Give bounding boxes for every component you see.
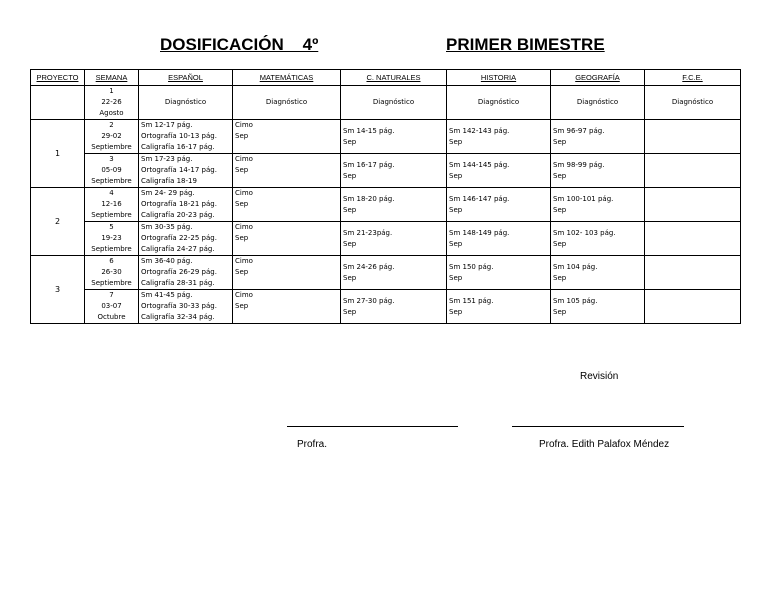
header-naturales: C. NATURALES: [341, 70, 447, 86]
signature-label-right: Profra. Edith Palafox Méndez: [539, 439, 670, 450]
naturales-cell: Sm 21-23pág. Sep: [341, 222, 447, 256]
revision-label: Revisión: [580, 371, 619, 382]
table-row: [31, 256, 741, 290]
matematicas-cell: Cimo Sep: [233, 222, 341, 256]
proyecto-cell: 2: [31, 188, 85, 256]
table-row: [31, 154, 741, 188]
dosificacion-table: [30, 69, 741, 324]
signature-label-left: Profra.: [297, 439, 328, 450]
proyecto-cell: 3: [31, 256, 85, 324]
header-espanol: ESPAÑOL: [139, 70, 233, 86]
naturales-cell: Sm 18-20 pág. Sep: [341, 188, 447, 222]
period-title: PRIMER BIMESTRE: [446, 35, 605, 54]
header-row: [31, 70, 741, 86]
header-fce: F.C.E.: [645, 70, 741, 86]
historia-cell: Sm 151 pág. Sep: [447, 290, 551, 324]
geografia-cell: Diagnóstico: [551, 86, 645, 120]
header-geografia: GEOGRAFÍA: [551, 70, 645, 86]
fce-cell: [645, 222, 741, 256]
naturales-cell: Sm 27-30 pág. Sep: [341, 290, 447, 324]
matematicas-cell: Cimo Sep: [233, 188, 341, 222]
geografia-cell: Sm 96-97 pág. Sep: [551, 120, 645, 154]
historia-cell: Sm 150 pág. Sep: [447, 256, 551, 290]
fce-cell: Diagnóstico: [645, 86, 741, 120]
table-row: [31, 86, 741, 120]
espanol-cell: Diagnóstico: [139, 86, 233, 120]
geografia-cell: Sm 102- 103 pág. Sep: [551, 222, 645, 256]
semana-cell: 3 05-09 Septiembre: [85, 154, 139, 188]
semana-cell: 1 22-26 Agosto: [85, 86, 139, 120]
header-historia: HISTORIA: [447, 70, 551, 86]
semana-cell: 4 12-16 Septiembre: [85, 188, 139, 222]
header-semana: SEMANA: [85, 70, 139, 86]
table-row: [31, 188, 741, 222]
espanol-cell: Sm 41-45 pág. Ortografía 30-33 pág. Caligrafía 32-34 pág.: [139, 290, 233, 324]
geografia-cell: Sm 100-101 pág. Sep: [551, 188, 645, 222]
historia-cell: Sm 146-147 pág. Sep: [447, 188, 551, 222]
espanol-cell: Sm 30-35 pág. Ortografía 22-25 pág. Caligrafía 24-27 pág.: [139, 222, 233, 256]
fce-cell: [645, 290, 741, 324]
naturales-cell: Sm 24-26 pág. Sep: [341, 256, 447, 290]
signature-line-left: [287, 426, 458, 427]
naturales-cell: Diagnóstico: [341, 86, 447, 120]
matematicas-cell: Cimo Sep: [233, 154, 341, 188]
geografia-cell: Sm 105 pág. Sep: [551, 290, 645, 324]
table-row: [31, 290, 741, 324]
geografia-cell: Sm 104 pág. Sep: [551, 256, 645, 290]
fce-cell: [645, 120, 741, 154]
geografia-cell: Sm 98-99 pág. Sep: [551, 154, 645, 188]
espanol-cell: Sm 36-40 pág. Ortografía 26-29 pág. Caligrafía 28-31 pág.: [139, 256, 233, 290]
matematicas-cell: Cimo Sep: [233, 120, 341, 154]
naturales-cell: Sm 16-17 pág. Sep: [341, 154, 447, 188]
espanol-cell: Sm 17-23 pág. Ortografía 14-17 pág. Caligrafía 18-19: [139, 154, 233, 188]
naturales-cell: Sm 14-15 pág. Sep: [341, 120, 447, 154]
semana-cell: 2 29-02 Septiembre: [85, 120, 139, 154]
table-row: [31, 222, 741, 256]
signature-line-right: [512, 426, 684, 427]
proyecto-cell: 1: [31, 120, 85, 188]
historia-cell: Diagnóstico: [447, 86, 551, 120]
table-row: [31, 120, 741, 154]
matematicas-cell: Diagnóstico: [233, 86, 341, 120]
matematicas-cell: Cimo Sep: [233, 290, 341, 324]
fce-cell: [645, 154, 741, 188]
historia-cell: Sm 148-149 pág. Sep: [447, 222, 551, 256]
fce-cell: [645, 256, 741, 290]
historia-cell: Sm 144-145 pág. Sep: [447, 154, 551, 188]
espanol-cell: Sm 24- 29 pág. Ortografía 18-21 pág. Caligrafía 20-23 pág.: [139, 188, 233, 222]
fce-cell: [645, 188, 741, 222]
historia-cell: Sm 142-143 pág. Sep: [447, 120, 551, 154]
semana-cell: 5 19-23 Septiembre: [85, 222, 139, 256]
header-matematicas: MATEMÁTICAS: [233, 70, 341, 86]
matematicas-cell: Cimo Sep: [233, 256, 341, 290]
proyecto-cell: [31, 86, 85, 120]
semana-cell: 7 03-07 Octubre: [85, 290, 139, 324]
espanol-cell: Sm 12-17 pág. Ortografía 10-13 pág. Caligrafía 16-17 pág.: [139, 120, 233, 154]
semana-cell: 6 26-30 Septiembre: [85, 256, 139, 290]
header-proyecto: PROYECTO: [31, 70, 85, 86]
document-title: DOSIFICACIÓN 4º: [160, 35, 319, 54]
